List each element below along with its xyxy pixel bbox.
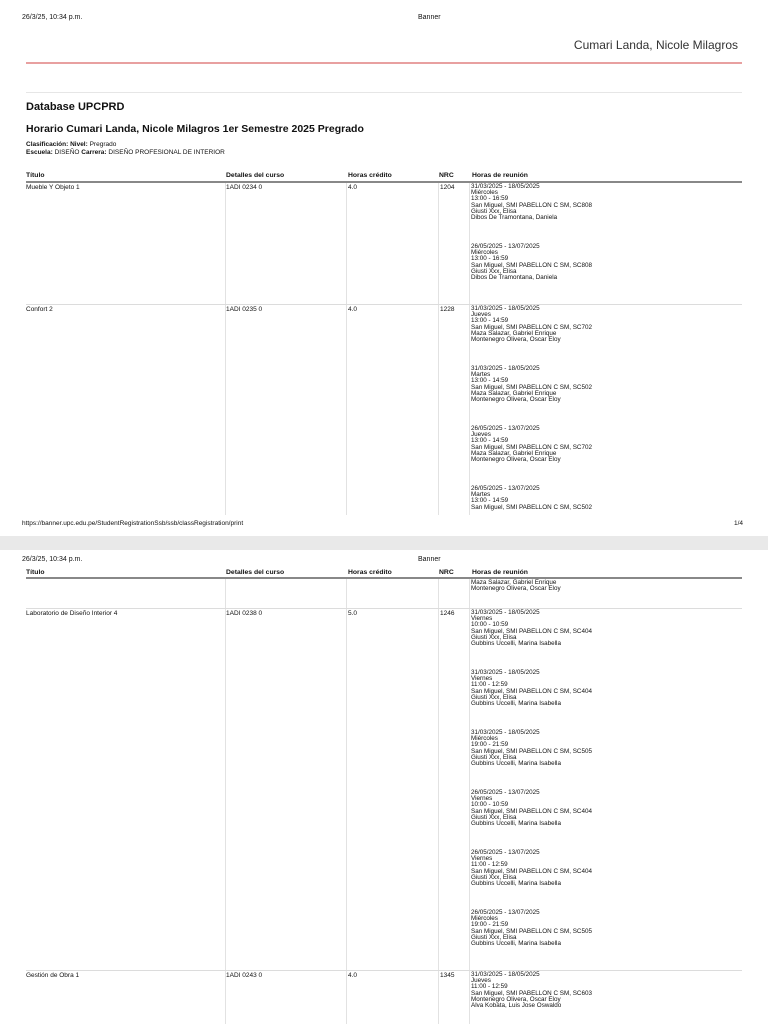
column-header-meetings: Horas de reunión xyxy=(472,569,528,576)
level-label: Nivel: xyxy=(70,141,88,148)
database-heading: Database UPCPRD xyxy=(26,101,125,113)
meeting-block: 31/03/2025 - 18/05/2025 Jueves 13:00 - 14:59 San Miguel, SMI PABELLON C SM, SC702 Maza Salazar, Gabriel Enrique Montenegro Olivera, Oscar Eloy xyxy=(471,305,592,344)
column-header-title: Título xyxy=(26,569,45,576)
school-value: DISEÑO xyxy=(54,149,80,156)
career-value: DISEÑO PROFESIONAL DE INTERIOR xyxy=(108,149,225,156)
print-datetime: 26/3/25, 10:34 p.m. xyxy=(22,14,83,21)
meeting-block: 26/05/2025 - 13/07/2025 Miércoles 19:00 - 21:59 San Miguel, SMI PABELLON C SM, SC505 Giusti Xxx, Elisa Gubbins Uccelli, Marina Isabella xyxy=(471,909,592,948)
course-title: Mueble Y Objeto 1 xyxy=(26,184,80,191)
course-nrc: 1204 xyxy=(440,184,455,191)
column-header-credits: Horas crédito xyxy=(348,569,392,576)
column-divider xyxy=(225,183,226,515)
print-datetime: 26/3/25, 10:34 p.m. xyxy=(22,556,83,563)
classification-line xyxy=(26,141,116,148)
column-divider xyxy=(438,579,439,1024)
meeting-block: 31/03/2025 - 18/05/2025 Viernes 11:00 - 12:59 San Miguel, SMI PABELLON C SM, SC404 Giusti Xxx, Elisa Gubbins Uccelli, Marina Isabella xyxy=(471,669,592,708)
meeting-block: 31/03/2025 - 18/05/2025 Jueves 11:00 - 12:59 San Miguel, SMI PABELLON C SM, SC603 Montenegro Olivera, Oscar Eloy Alva Kobata, Luis Jose Oswaldo xyxy=(471,971,592,1010)
column-header-nrc: NRC xyxy=(439,569,454,576)
column-divider xyxy=(346,183,347,515)
print-url: https://banner.upc.edu.pe/StudentRegistrationSsb/ssb/classRegistration/print xyxy=(22,520,244,527)
column-divider xyxy=(469,183,470,515)
school-line xyxy=(26,149,225,156)
course-details: 1ADI 0235 0 xyxy=(226,306,263,313)
course-nrc: 1345 xyxy=(440,972,455,979)
meeting-block: 26/05/2025 - 13/07/2025 Viernes 10:00 - 10:59 San Miguel, SMI PABELLON C SM, SC404 Giusti Xxx, Elisa Gubbins Uccelli, Marina Isabella xyxy=(471,789,592,828)
meeting-block: 31/03/2025 - 18/05/2025 Viernes 10:00 - 10:59 San Miguel, SMI PABELLON C SM, SC404 Giusti Xxx, Elisa Gubbins Uccelli, Marina Isabella xyxy=(471,609,592,648)
meeting-block-carryover: Maza Salazar, Gabriel Enrique Montenegro Olivera, Oscar Eloy xyxy=(471,579,561,593)
column-divider xyxy=(225,579,226,1024)
course-details: 1ADI 0234 0 xyxy=(226,184,263,191)
course-title: Confort 2 xyxy=(26,306,53,313)
meeting-block: 26/05/2025 - 13/07/2025 Miércoles 13:00 - 16:59 San Miguel, SMI PABELLON C SM, SC808 Giusti Xxx, Elisa Dibos De Tramontana, Daniela xyxy=(471,243,592,282)
level-value: Pregrado xyxy=(89,141,117,148)
page-gap xyxy=(0,536,768,550)
meeting-block: 31/03/2025 - 18/05/2025 Miércoles 19:00 - 21:59 San Miguel, SMI PABELLON C SM, SC505 Giusti Xxx, Elisa Gubbins Uccelli, Marina Isabella xyxy=(471,729,592,768)
course-credits: 4.0 xyxy=(348,972,358,979)
school-label: Escuela: xyxy=(26,149,53,156)
schedule-title: Horario Cumari Landa, Nicole Milagros 1er Semestre 2025 Pregrado xyxy=(26,123,364,135)
column-header-title: Título xyxy=(26,172,45,179)
print-header-title: Banner xyxy=(418,14,441,21)
course-title: Gestión de Obra 1 xyxy=(26,972,80,979)
column-header-details: Detalles del curso xyxy=(226,172,285,179)
course-credits: 4.0 xyxy=(348,306,358,313)
user-name: Cumari Landa, Nicole Milagros xyxy=(573,38,738,52)
row-separator xyxy=(26,608,742,609)
print-header-title: Banner xyxy=(418,556,441,563)
course-details: 1ADI 0238 0 xyxy=(226,610,263,617)
course-title: Laboratorio de Diseño Interior 4 xyxy=(26,610,118,617)
course-credits: 4.0 xyxy=(348,184,358,191)
course-details: 1ADI 0243 0 xyxy=(226,972,263,979)
page-number: 1/4 xyxy=(734,520,744,527)
meeting-block: 31/03/2025 - 18/05/2025 Martes 13:00 - 14:59 San Miguel, SMI PABELLON C SM, SC502 Maza Salazar, Gabriel Enrique Montenegro Olivera, Oscar Eloy xyxy=(471,365,592,404)
row-separator xyxy=(26,970,742,971)
column-divider xyxy=(469,579,470,1024)
course-credits: 5.0 xyxy=(348,610,358,617)
section-divider xyxy=(26,92,742,93)
course-nrc: 1228 xyxy=(440,306,455,313)
column-divider xyxy=(438,183,439,515)
print-page-2 xyxy=(0,550,768,1024)
column-divider xyxy=(346,579,347,1024)
column-header-nrc: NRC xyxy=(439,172,454,179)
classification-label: Clasificación: xyxy=(26,141,69,148)
table-header-rule xyxy=(26,577,742,579)
career-label: Carrera: xyxy=(81,149,107,156)
column-header-credits: Horas crédito xyxy=(348,172,392,179)
column-header-meetings: Horas de reunión xyxy=(472,172,528,179)
column-header-details: Detalles del curso xyxy=(226,569,285,576)
meeting-block: 26/05/2025 - 13/07/2025 Jueves 13:00 - 14:59 San Miguel, SMI PABELLON C SM, SC702 Maza Salazar, Gabriel Enrique Montenegro Olivera, Oscar Eloy xyxy=(471,425,592,464)
table-header-rule xyxy=(26,181,742,183)
course-nrc: 1246 xyxy=(440,610,455,617)
meeting-block: 31/03/2025 - 18/05/2025 Miércoles 13:00 - 16:59 San Miguel, SMI PABELLON C SM, SC808 Giusti Xxx, Elisa Dibos De Tramontana, Daniela xyxy=(471,183,592,222)
row-separator xyxy=(26,304,742,305)
header-divider xyxy=(26,62,742,64)
meeting-block: 26/05/2025 - 13/07/2025 Viernes 11:00 - 12:59 San Miguel, SMI PABELLON C SM, SC404 Giusti Xxx, Elisa Gubbins Uccelli, Marina Isabella xyxy=(471,849,592,888)
meeting-block: 26/05/2025 - 13/07/2025 Martes 13:00 - 14:59 San Miguel, SMI PABELLON C SM, SC502 xyxy=(471,485,592,511)
